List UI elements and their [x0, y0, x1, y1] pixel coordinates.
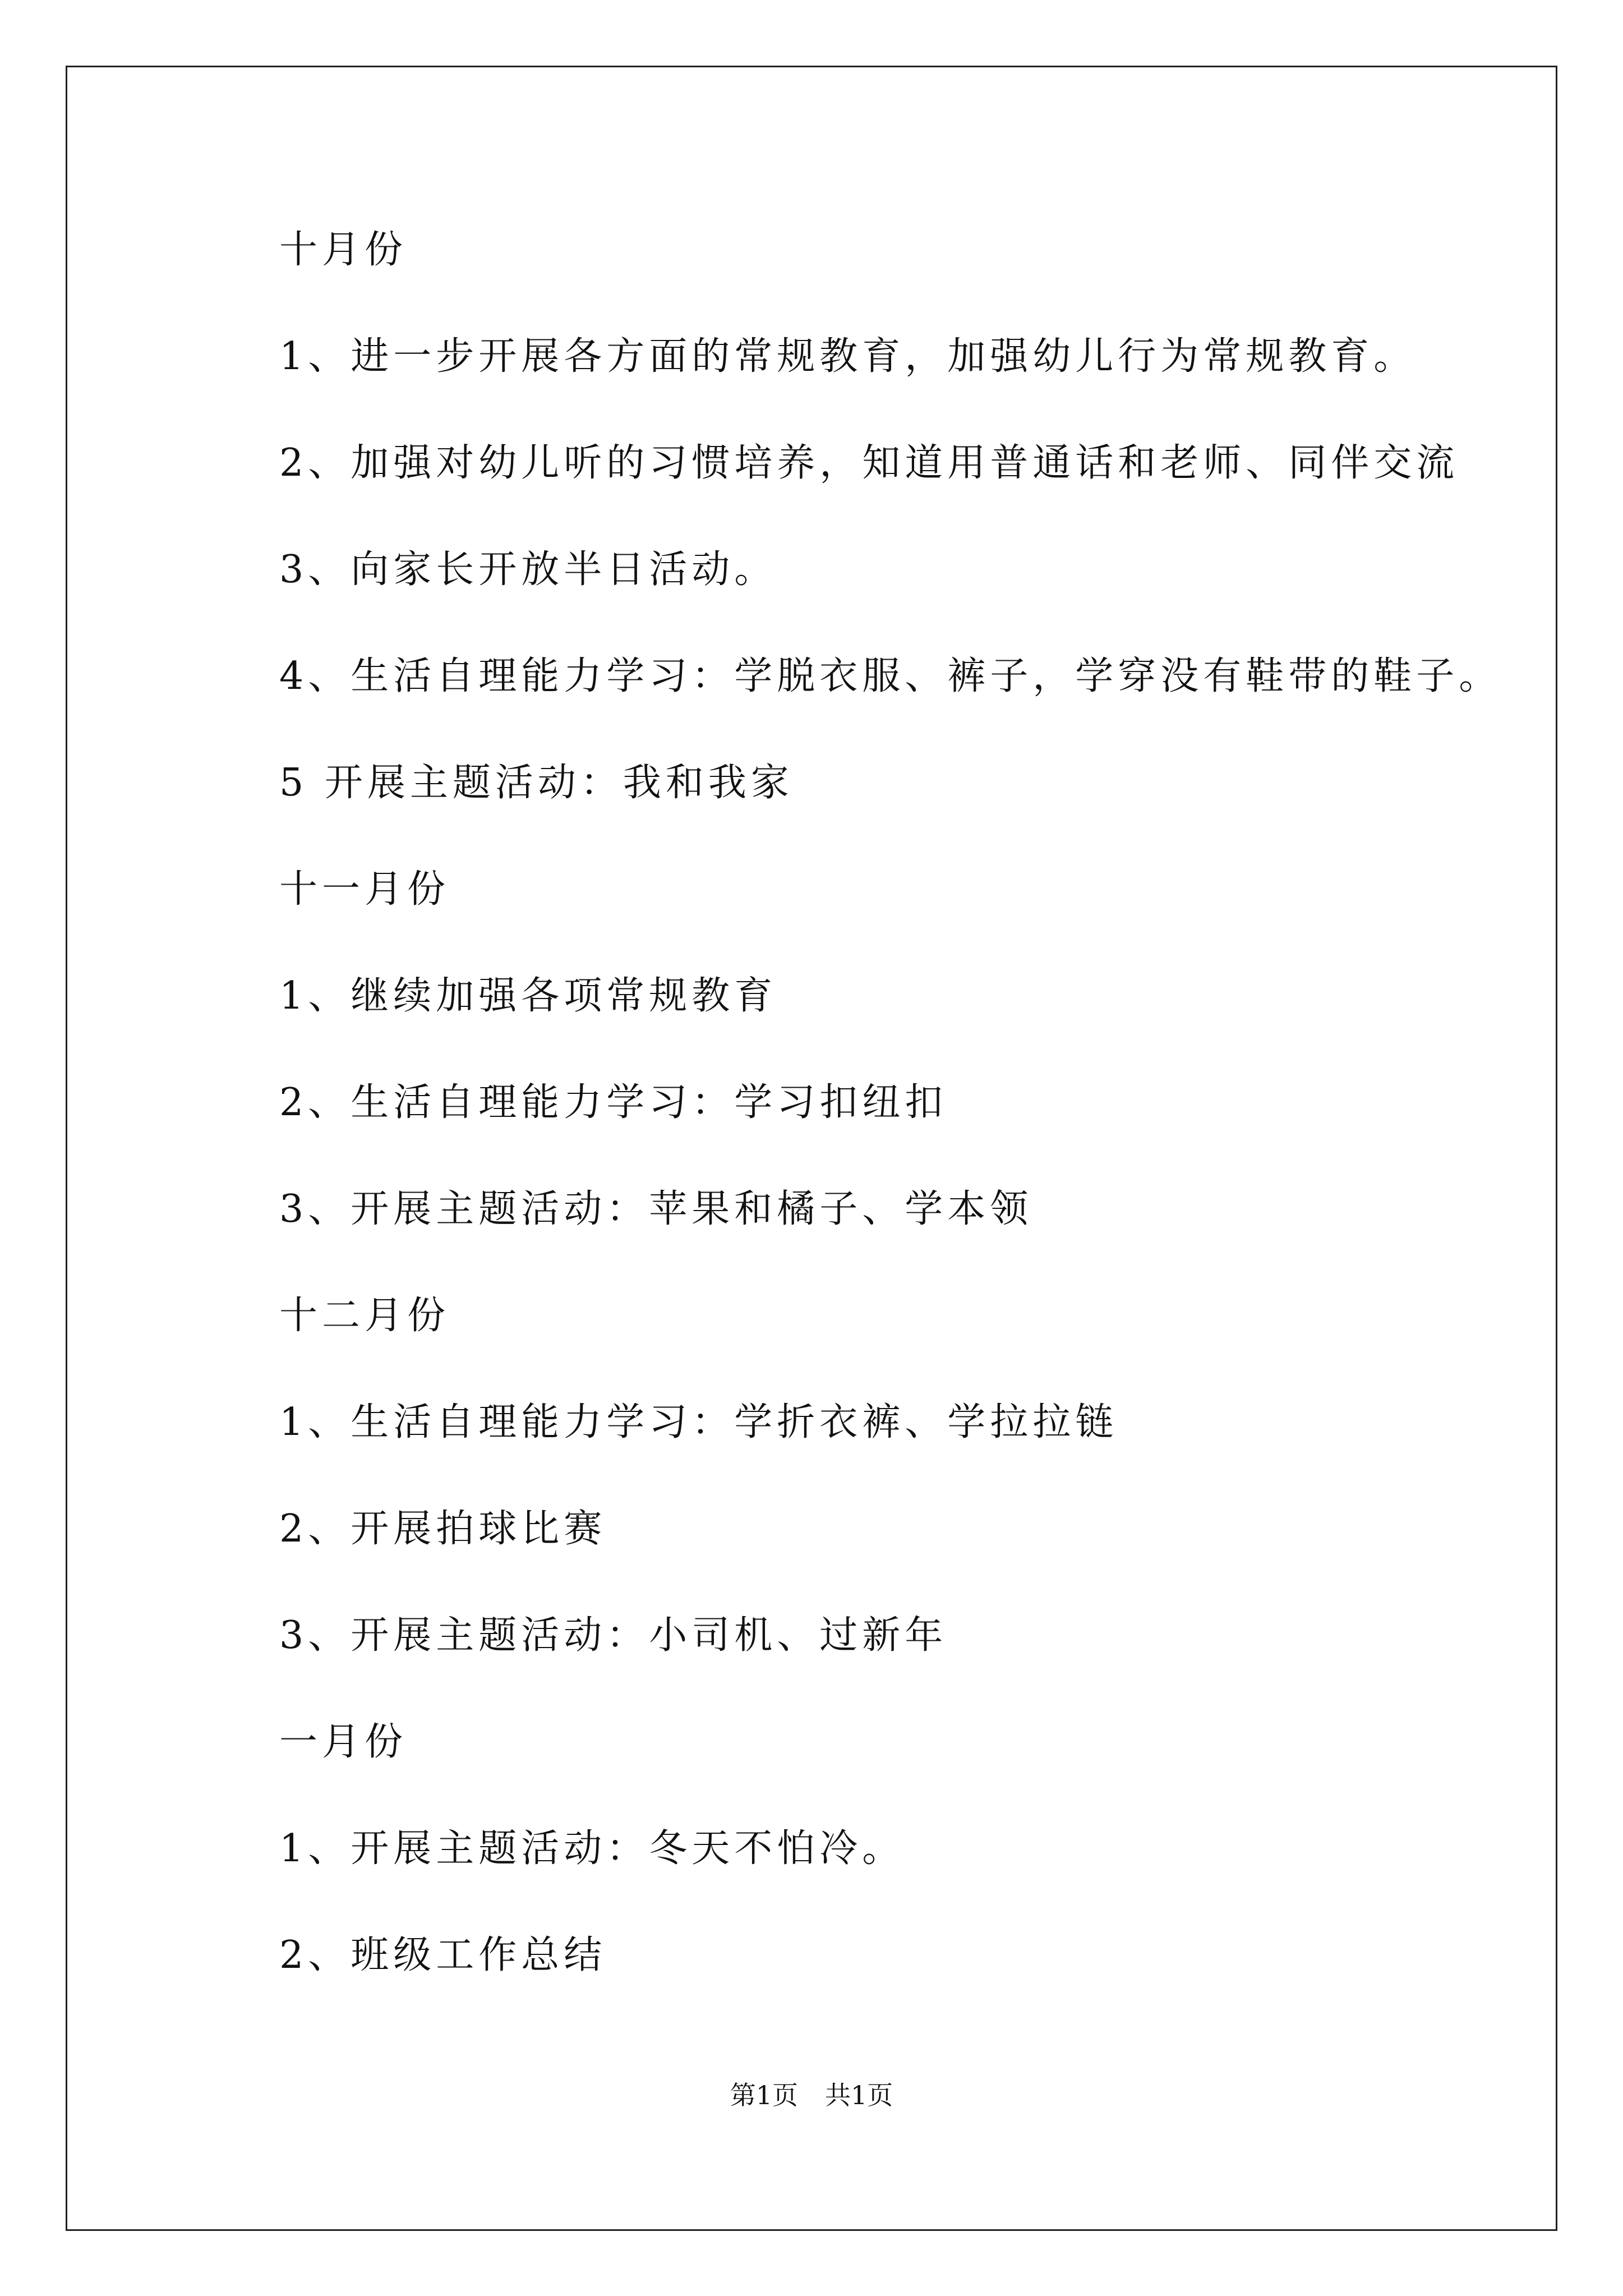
page-number-total: 共1页	[825, 2080, 893, 2110]
month-heading-december: 十二月份	[279, 1294, 450, 1338]
list-item: 2、班级工作总结	[279, 1933, 607, 1977]
list-item: 1、开展主题活动：冬天不怕冷。	[279, 1826, 905, 1871]
list-item: 2、开展拍球比赛	[279, 1507, 607, 1551]
month-heading-october: 十月份	[279, 228, 408, 272]
month-heading-january: 一月份	[279, 1720, 408, 1764]
month-heading-november: 十一月份	[279, 867, 450, 912]
list-item: 1、生活自理能力学习：学折衣裤、学拉拉链	[279, 1400, 1118, 1444]
list-item: 3、向家长开放半日活动。	[279, 547, 777, 592]
list-item: 1、进一步开展各方面的常规教育，加强幼儿行为常规教育。	[279, 334, 1417, 379]
list-item: 3、开展主题活动：小司机、过新年	[279, 1613, 948, 1658]
list-item: 3、开展主题活动：苹果和橘子、学本领	[279, 1187, 1033, 1231]
list-item: 2、生活自理能力学习：学习扣纽扣	[279, 1080, 948, 1125]
page-footer	[0, 2082, 1623, 2108]
page-number-current: 第1页	[730, 2080, 798, 2110]
list-item: 2、加强对幼儿听的习惯培养，知道用普通话和老师、同伴交流	[279, 441, 1459, 485]
list-item: 4、生活自理能力学习：学脱衣服、裤子，学穿没有鞋带的鞋子。	[279, 654, 1502, 698]
list-item: 5 开展主题活动：我和我家	[279, 761, 794, 805]
list-item: 1、继续加强各项常规教育	[279, 974, 777, 1018]
page-frame	[66, 66, 1557, 2231]
